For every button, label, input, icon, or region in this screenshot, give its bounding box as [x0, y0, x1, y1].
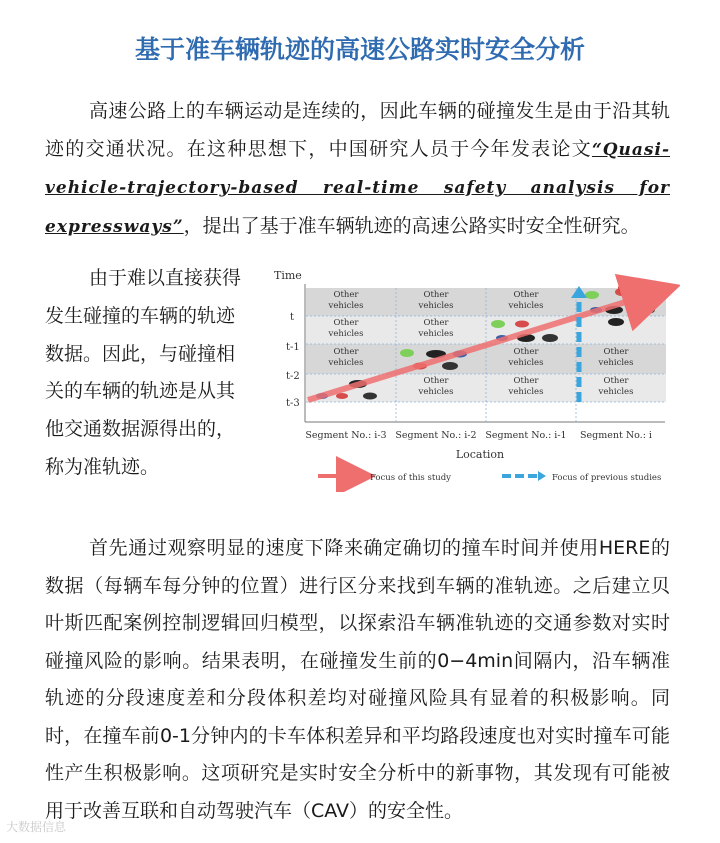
intro-text-end: ，提出了基于准车辆轨迹的高速公路实时安全性研究。 [183, 214, 640, 237]
y-label: t-2 [286, 371, 300, 382]
cell-label: Other [603, 347, 629, 357]
legend-solid-label: Focus of this study [370, 473, 451, 483]
y-label: t-1 [286, 342, 300, 353]
cell-label: vehicles [508, 301, 544, 311]
cell-label: Other [423, 290, 449, 300]
y-label: t-3 [286, 398, 300, 409]
intro-text: 高速公路上的车辆运动是连续的，因此车辆的碰撞发生是由于沿其轨迹的交通状况。在这种思想下，中国研究人员于今年发表论文 [45, 100, 670, 160]
cell-label: Other [423, 376, 449, 386]
cell-label: vehicles [328, 358, 364, 368]
cell-label: vehicles [598, 387, 634, 397]
cell-label: Other [333, 347, 359, 357]
y-label: t [290, 312, 295, 323]
cell-label: Other [603, 376, 629, 386]
quasi-trajectory-paragraph: 由于难以直接获得发生碰撞的车辆的轨迹数据。因此，与碰撞相关的车辆的轨迹是从其他交通数据源得出的，称为准轨迹。 [45, 267, 242, 478]
cell-label: Other [333, 318, 359, 328]
legend-dashed-arrowhead [538, 471, 546, 481]
cell-label: Other [513, 376, 539, 386]
segment-label: Segment No.: i-3 [305, 430, 387, 441]
legend-dashed-label: Focus of previous studies [552, 473, 662, 483]
x-axis-title: Location [455, 448, 505, 461]
cell-label: vehicles [508, 387, 544, 397]
cell-label: Other [513, 290, 539, 300]
trajectory-figure [270, 262, 680, 492]
cell-label: vehicles [418, 329, 454, 339]
segment-label: Segment No.: i [580, 430, 652, 441]
intro-paragraph [45, 93, 670, 246]
trajectory-diagram [270, 262, 680, 492]
cell-label: vehicles [328, 329, 364, 339]
cell-label: vehicles [328, 301, 364, 311]
segment-label: Segment No.: i-1 [485, 430, 567, 441]
cell-label: Other [513, 347, 539, 357]
cell-label: vehicles [418, 301, 454, 311]
y-axis-title: Time [274, 269, 302, 282]
cell-label: vehicles [418, 387, 454, 397]
paper-title: “Quasi-vehicle-trajectory-based real-time safety analysis for expressways” [45, 139, 670, 237]
page-title: 基于准车辆轨迹的高速公路实时安全分析 [134, 35, 585, 64]
cell-label: Other [423, 318, 449, 328]
cell-label: vehicles [508, 358, 544, 368]
method-paragraph: 首先通过观察明显的速度下降来确定确切的撞车时间并使用HERE的数据（每辆车每分钟的位置）进行区分来找到车辆的准轨迹。之后建立贝叶斯匹配案例控制逻辑回归模型，以探索沿车辆准轨迹的交通参数对实时碰撞风险的影响。结果表明，在碰撞发生前的0−4min间隔内，沿车辆准轨迹的分段速度差和分段体积差均对碰撞风险具有显着的积极影响。同时，在撞车前0-1分钟内的卡车体积差异和平均路段速度也对实时撞车可能性产生积极影响。这项研究是实时安全分析中的新事物，其发现有可能被用于改善互联和自动驾驶汽车（CAV）的安全性。 [45, 537, 670, 822]
watermark: 大数据信息 [6, 820, 67, 834]
cell-label: vehicles [598, 358, 634, 368]
segment-label: Segment No.: i-2 [395, 430, 477, 441]
cell-label: Other [333, 290, 359, 300]
